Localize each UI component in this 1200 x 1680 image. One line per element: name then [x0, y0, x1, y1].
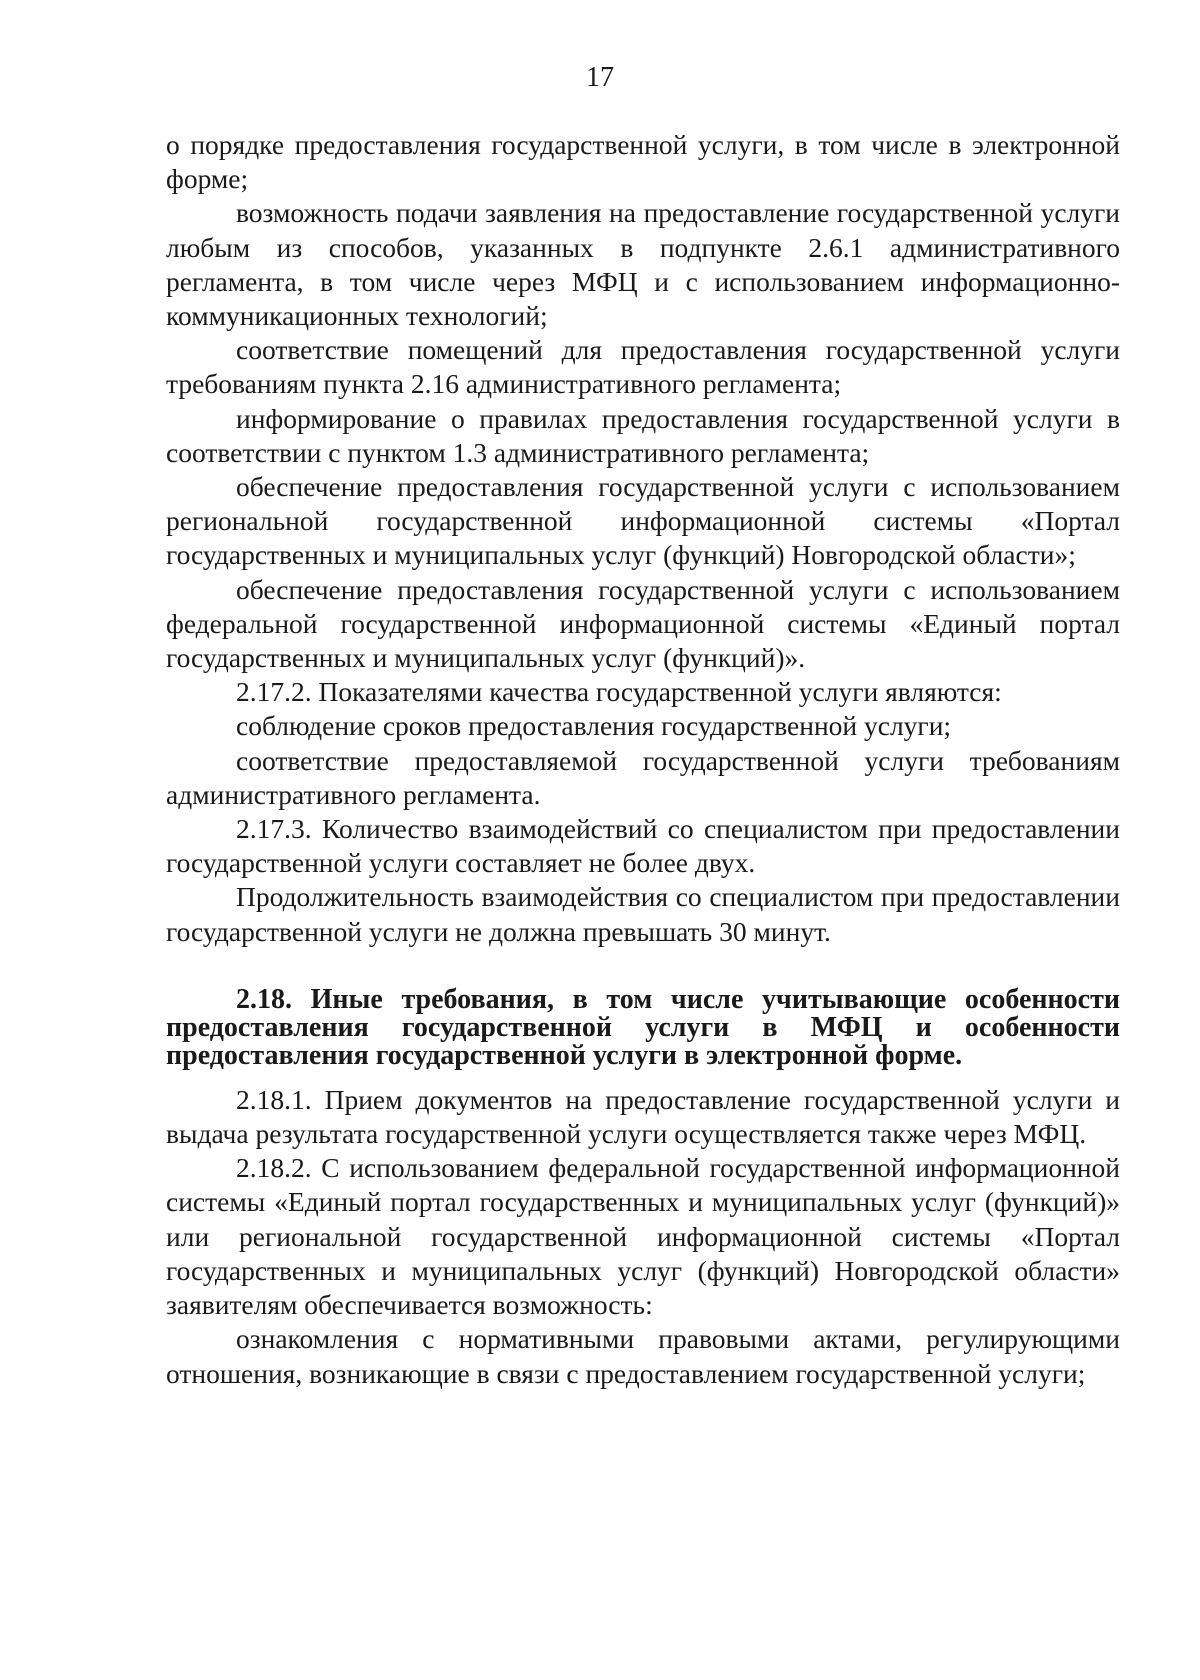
paragraph: соответствие предоставляемой государственной услуги требованиям административного регламента. [166, 744, 1120, 810]
paragraph: 2.18.2. С использованием федеральной государственной информационной системы «Единый портал государственных и муниципальных услуг (функций)» или региональной государственной информационной системы «Портал государственных и муниципальных услуг (функций) Новгородской области» заявителям обеспечивается возможность: [166, 1152, 1120, 1321]
paragraph: информирование о правилах предоставления государственной услуги в соответствии с пунктом 1.3 административного регламента; [166, 402, 1120, 468]
section-heading: 2.18. Иные требования, в том числе учитывающие особенности предоставления государственной услуги в МФЦ и особенности предоставления государственной услуги в электронной форме. [166, 983, 1120, 1071]
paragraph: соблюдение сроков предоставления государственной услуги; [236, 710, 952, 742]
paragraph: 2.17.3. Количество взаимодействий со специалистом при предоставлении государственной услуги составляет не более двух. [166, 813, 1120, 879]
paragraph: возможность подачи заявления на предоставление государственной услуги любым из способов, указанных в подпункте 2.6.1 административного регламента, в том числе через МФЦ и с использованием информационно-коммуникационных технологий; [166, 197, 1120, 332]
paragraph: обеспечение предоставления государственной услуги с использованием федеральной государственной информационной системы «Единый портал государственных и муниципальных услуг (функций)». [166, 573, 1120, 674]
paragraph: о порядке предоставления государственной услуги, в том числе в электронной форме; [166, 129, 1120, 195]
paragraph: обеспечение предоставления государственной услуги с использованием региональной государственной информационной системы «Портал государственных и муниципальных услуг (функций) Новгородской области»; [166, 471, 1120, 571]
paragraph: Продолжительность взаимодействия со специалистом при предоставлении государственной услуги не должна превышать 30 минут. [166, 881, 1120, 947]
document-body [166, 128, 1120, 1391]
paragraph: 2.18.1. Прием документов на предоставление государственной услуги и выдача результата государственной услуги осуществляется также через МФЦ. [166, 1083, 1120, 1150]
page-number: 17 [586, 62, 614, 93]
paragraph: соответствие помещений для предоставления государственной услуги требованиям пункта 2.16 административного регламента; [166, 334, 1120, 400]
paragraph: ознакомления с нормативными правовыми актами, регулирующими отношения, возникающие в связи с предоставлением государственной услуги; [166, 1323, 1120, 1389]
paragraph: 2.17.2. Показателями качества государственной услуги являются: [236, 676, 1002, 708]
